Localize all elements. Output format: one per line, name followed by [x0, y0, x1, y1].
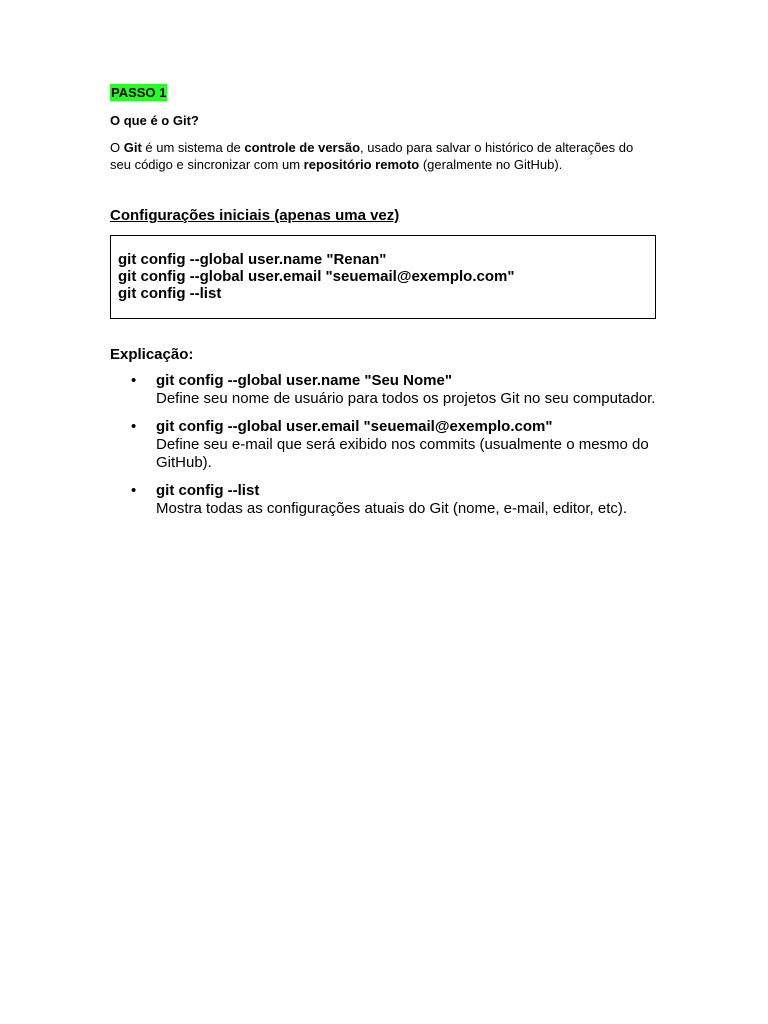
- code-line: git config --list: [118, 285, 222, 302]
- explanation-list: [110, 372, 658, 518]
- list-item: [110, 482, 658, 518]
- document-page: [110, 84, 658, 528]
- intro-text: controle de versão: [244, 140, 361, 155]
- item-command: git config --global user.name "Seu Nome": [156, 372, 452, 389]
- bullet-icon: •: [131, 372, 137, 389]
- intro-text: , usado para salvar o histórico de alterações do seu código e sincronizar com um: [110, 140, 634, 172]
- list-item: [110, 418, 658, 472]
- item-description: Mostra todas as configurações atuais do Git (nome, e-mail, editor, etc).: [156, 500, 628, 517]
- intro-question: O que é o Git?: [110, 113, 199, 128]
- step-label: PASSO 1: [111, 85, 167, 100]
- code-line: git config --global user.name "Renan": [118, 251, 387, 268]
- list-item: [110, 372, 658, 408]
- code-line: git config --global user.email "seuemail@exemplo.com": [118, 268, 515, 285]
- item-command: git config --list: [156, 482, 260, 499]
- intro-text: O: [110, 140, 124, 155]
- intro-text: Git: [123, 140, 142, 155]
- intro-paragraph: [110, 140, 650, 173]
- item-description: Define seu nome de usuário para todos os projetos Git no seu computador.: [156, 390, 656, 407]
- code-block: [110, 235, 656, 319]
- item-command: git config --global user.email "seuemail@exemplo.com": [156, 418, 553, 435]
- intro-text: é um sistema de: [141, 140, 245, 155]
- bullet-icon: •: [131, 482, 137, 499]
- item-description: Define seu e-mail que será exibido nos commits (usualmente o mesmo do GitHub).: [156, 436, 649, 471]
- explanation-title: Explicação:: [110, 346, 194, 363]
- intro-text: (geralmente no GitHub).: [419, 156, 563, 172]
- intro-text: repositório remoto: [303, 156, 420, 172]
- bullet-icon: •: [131, 418, 137, 435]
- config-section-title: Configurações iniciais (apenas uma vez): [110, 207, 400, 224]
